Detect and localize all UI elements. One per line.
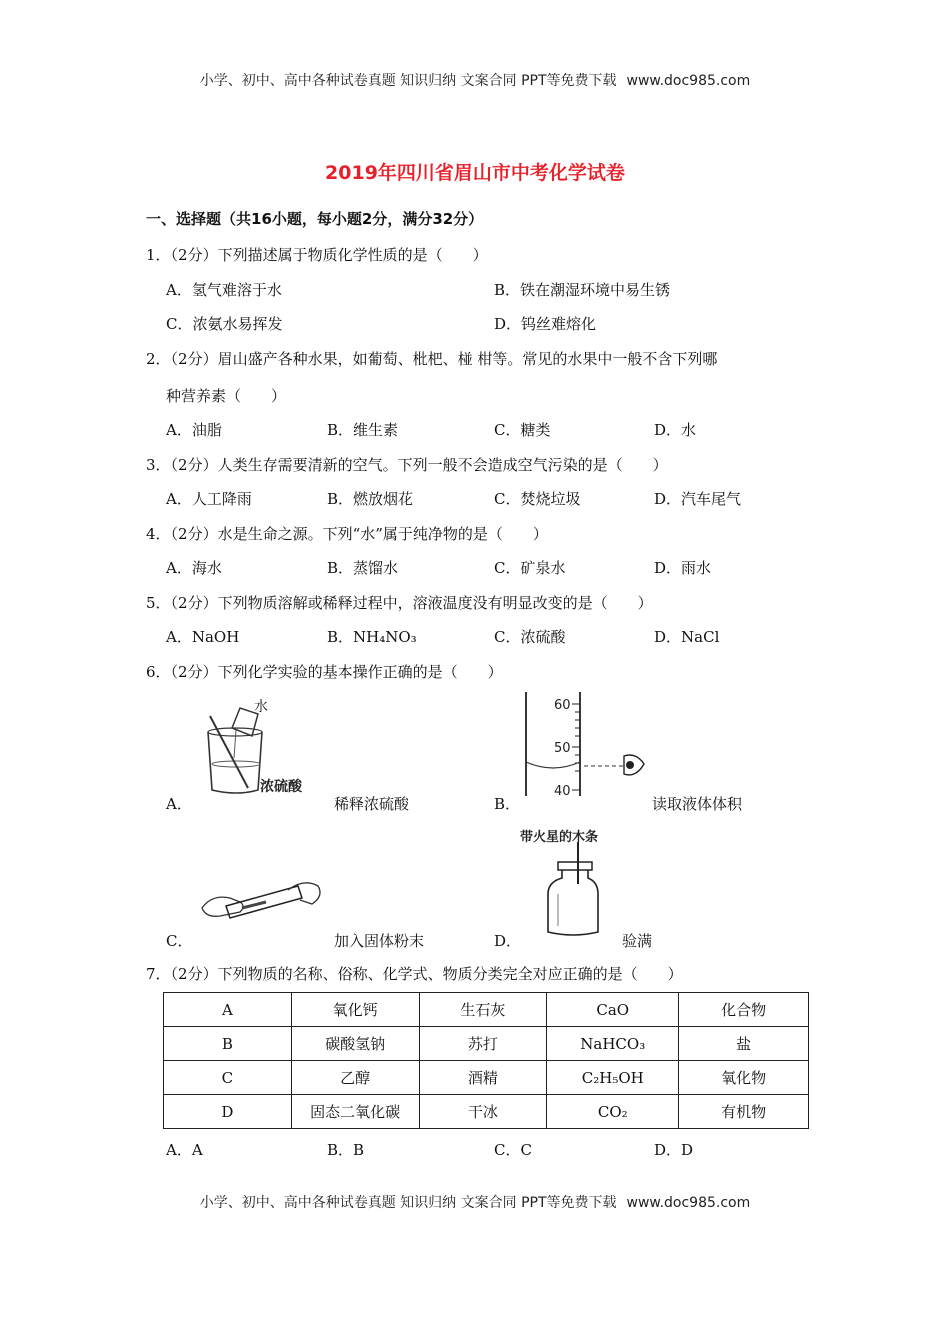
page-header: [0, 70, 950, 90]
glass-rod: [210, 716, 248, 788]
cylinder-ticks: [572, 704, 580, 790]
table-cell: 苏打: [419, 1027, 547, 1061]
water-stream: [234, 730, 236, 758]
table-cell: 乙醇: [291, 1061, 419, 1095]
gas-bottle: [548, 870, 598, 935]
q1-option-b: B．铁在潮湿环境中易生锈: [494, 281, 671, 299]
table-cell: B: [164, 1027, 292, 1061]
tick-label-60: 60: [554, 698, 571, 713]
q7-option-c: C．C: [494, 1141, 532, 1159]
q6-option-c: C．: [166, 932, 193, 950]
q4-option-c: C．矿泉水: [494, 559, 566, 577]
section-heading: 一、选择题（共16小题，每小题2分，满分32分）: [146, 210, 484, 228]
label-water: 水: [254, 699, 268, 715]
table-cell: CaO: [547, 993, 679, 1027]
question-2-stem: 2．（2分）眉山盛产各种水果，如葡萄、枇杷、椪 柑等。常见的水果中一般不含下列哪: [146, 350, 718, 368]
header-text: 小学、初中、高中各种试卷真题 知识归纳 文案合同 PPT等免费下载: [199, 73, 617, 89]
q6-option-d: D．: [494, 932, 522, 950]
paper-trough: [242, 902, 266, 908]
table-row: [164, 1027, 809, 1061]
label-conc-acid: 浓硫酸: [260, 779, 302, 795]
question-7-stem: 7．（2分）下列物质的名称、俗称、化学式、物质分类完全对应正确的是（ ）: [146, 965, 683, 983]
figure-check-full: [518, 826, 618, 938]
footer-url: www.doc985.com: [626, 1195, 751, 1211]
q3-option-d: D．汽车尾气: [654, 490, 742, 508]
q1-option-c: C．浓氨水易挥发: [166, 315, 283, 333]
question-5-stem: 5．（2分）下列物质溶解或稀释过程中，溶液温度没有明显改变的是（ ）: [146, 594, 653, 612]
tick-label-50: 50: [554, 741, 571, 756]
table-cell: C₂H₅OH: [547, 1061, 679, 1095]
q6-caption-a: 稀释浓硫酸: [334, 795, 410, 813]
q4-option-b: B．蒸馏水: [327, 559, 399, 577]
eye-pupil: [626, 761, 634, 769]
table-cell: 化合物: [679, 993, 809, 1027]
q1-option-a: A．氢气难溶于水: [166, 281, 282, 299]
question-2-stem-cont: 种营养素（ ）: [166, 387, 287, 405]
q2-option-a: A．油脂: [166, 421, 222, 439]
q5-option-c: C．浓硫酸: [494, 628, 566, 646]
q7-table: [163, 992, 809, 1129]
table-cell: 干冰: [419, 1095, 547, 1129]
q7-option-d: D．D: [654, 1141, 694, 1159]
q6-caption-d: 验满: [622, 932, 653, 950]
table-cell: 盐: [679, 1027, 809, 1061]
table-cell: 生石灰: [419, 993, 547, 1027]
q7-option-a: A．A: [166, 1141, 203, 1159]
table-cell: CO₂: [547, 1095, 679, 1129]
question-1-stem: 1．（2分）下列描述属于物质化学性质的是（ ）: [146, 246, 488, 264]
table-row: [164, 993, 809, 1027]
table-cell: C: [164, 1061, 292, 1095]
bottle-cap: [558, 862, 592, 870]
q4-option-a: A．海水: [166, 559, 222, 577]
table-cell: A: [164, 993, 292, 1027]
page-title: 2019年四川省眉山市中考化学试卷: [325, 162, 625, 184]
table-row: [164, 1061, 809, 1095]
tick-label-40: 40: [554, 784, 571, 799]
figure-read-volume: [516, 692, 652, 800]
table-cell: 碳酸氢钠: [291, 1027, 419, 1061]
q6-caption-b: 读取液体体积: [652, 795, 743, 813]
q3-option-c: C．焚烧垃圾: [494, 490, 581, 508]
table-cell: 固态二氧化碳: [291, 1095, 419, 1129]
figure-add-powder: [196, 872, 328, 928]
q6-option-b: B．: [494, 795, 521, 813]
q5-option-b: B．NH₄NO₃: [327, 628, 417, 646]
table-cell: 氧化钙: [291, 993, 419, 1027]
meniscus: [526, 762, 580, 768]
table-cell: 酒精: [419, 1061, 547, 1095]
q3-option-a: A．人工降雨: [166, 490, 252, 508]
q7-option-b: B．B: [327, 1141, 365, 1159]
question-4-stem: 4．（2分）水是生命之源。下列“水”属于纯净物的是（ ）: [146, 525, 548, 543]
q5-option-d: D．NaCl: [654, 628, 720, 646]
table-cell: 氧化物: [679, 1061, 809, 1095]
page-footer: [0, 1192, 950, 1212]
q1-option-d: D．钨丝难熔化: [494, 315, 597, 333]
figure-dilute-acid: [196, 692, 322, 796]
table-row: [164, 1095, 809, 1129]
q5-option-a: A．NaOH: [166, 628, 240, 646]
question-3-stem: 3．（2分）人类生存需要清新的空气。下列一般不会造成空气污染的是（ ）: [146, 456, 668, 474]
footer-text: 小学、初中、高中各种试卷真题 知识归纳 文案合同 PPT等免费下载: [199, 1195, 617, 1211]
q4-option-d: D．雨水: [654, 559, 712, 577]
header-url: www.doc985.com: [626, 73, 751, 89]
q3-option-b: B．燃放烟花: [327, 490, 414, 508]
q2-option-b: B．维生素: [327, 421, 399, 439]
table-cell: 有机物: [679, 1095, 809, 1129]
q6-option-a: A．: [166, 795, 192, 813]
q6-caption-c: 加入固体粉末: [334, 932, 425, 950]
table-cell: NaHCO₃: [547, 1027, 679, 1061]
label-glowing-splint: 带火星的木条: [520, 830, 599, 845]
left-hand: [202, 897, 243, 916]
q2-option-d: D．水: [654, 421, 697, 439]
table-cell: D: [164, 1095, 292, 1129]
question-6-stem: 6．（2分）下列化学实验的基本操作正确的是（ ）: [146, 663, 503, 681]
q2-option-c: C．糖类: [494, 421, 551, 439]
